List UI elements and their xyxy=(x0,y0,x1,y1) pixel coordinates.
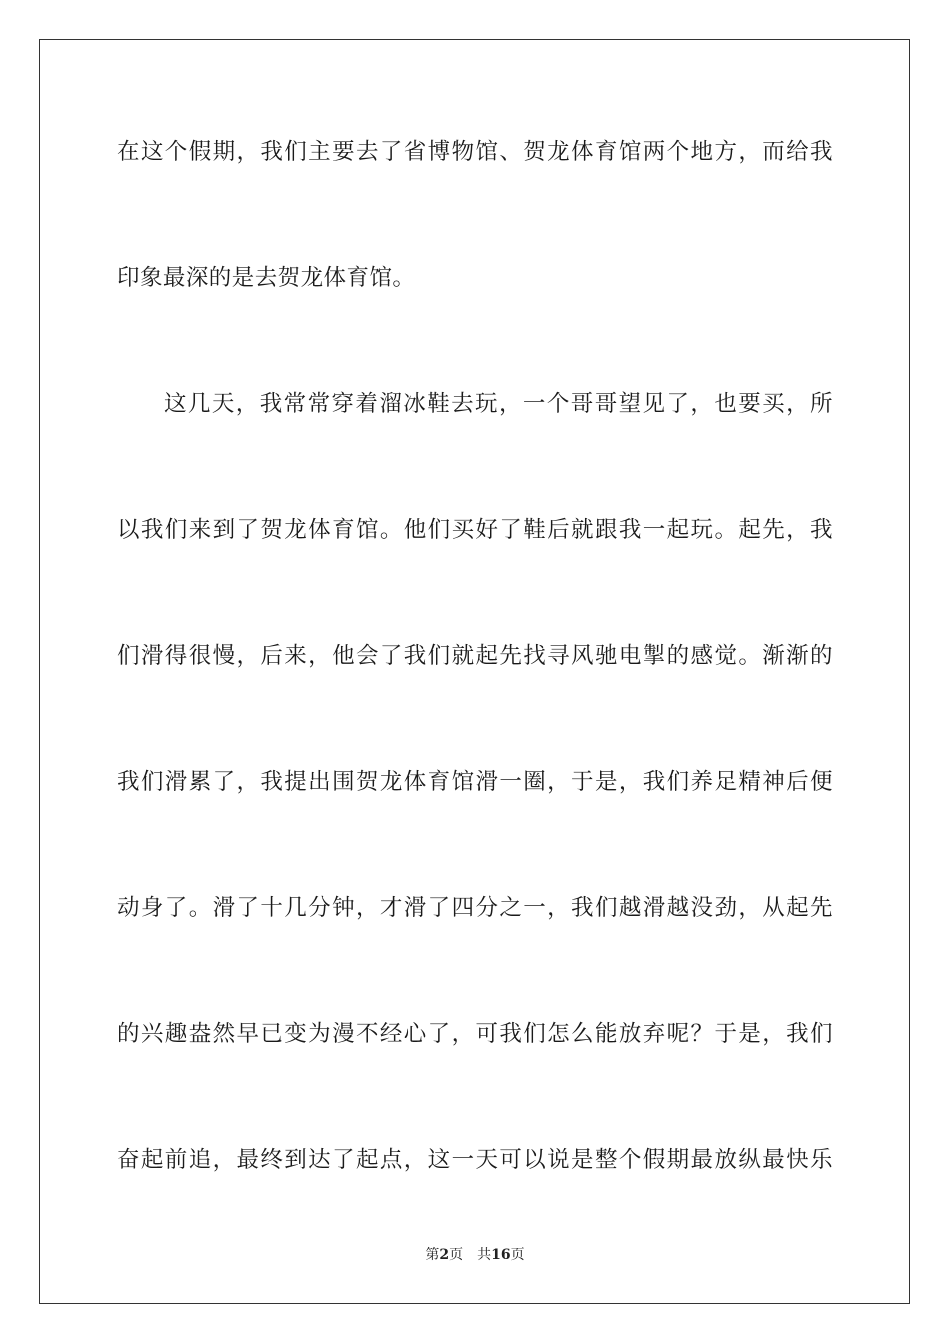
paragraph-line: 这几天，我常常穿着溜冰鞋去玩，一个哥哥望见了，也要买，所 xyxy=(164,391,833,417)
paragraph-line: 的兴趣盎然早已变为漫不经心了，可我们怎么能放弃呢？于是，我们 xyxy=(117,1021,833,1047)
page-footer xyxy=(0,1245,950,1265)
total-suffix: 页 xyxy=(510,1247,525,1263)
page-suffix: 页 xyxy=(449,1247,464,1263)
total-page-count: 16 xyxy=(491,1247,511,1263)
page-prefix: 第 xyxy=(425,1247,440,1263)
paragraph-line: 奋起前追，最终到达了起点，这一天可以说是整个假期最放纵最快乐 xyxy=(117,1147,833,1173)
paragraph-line: 在这个假期，我们主要去了省博物馆、贺龙体育馆两个地方，而给我 xyxy=(117,139,833,165)
document-body xyxy=(117,129,833,1263)
total-prefix: 共 xyxy=(477,1247,492,1263)
paragraph-line: 印象最深的是去贺龙体育馆。 xyxy=(117,265,416,291)
current-page-number: 2 xyxy=(439,1247,450,1263)
paragraph-line: 以我们来到了贺龙体育馆。他们买好了鞋后就跟我一起玩。起先，我 xyxy=(117,517,833,543)
paragraph-line: 我们滑累了，我提出围贺龙体育馆滑一圈，于是，我们养足精神后便 xyxy=(117,769,833,795)
paragraph-line: 动身了。滑了十几分钟，才滑了四分之一，我们越滑越没劲，从起先 xyxy=(117,895,833,921)
paragraph-line: 们滑得很慢，后来，他会了我们就起先找寻风驰电掣的感觉。渐渐的 xyxy=(117,643,833,669)
